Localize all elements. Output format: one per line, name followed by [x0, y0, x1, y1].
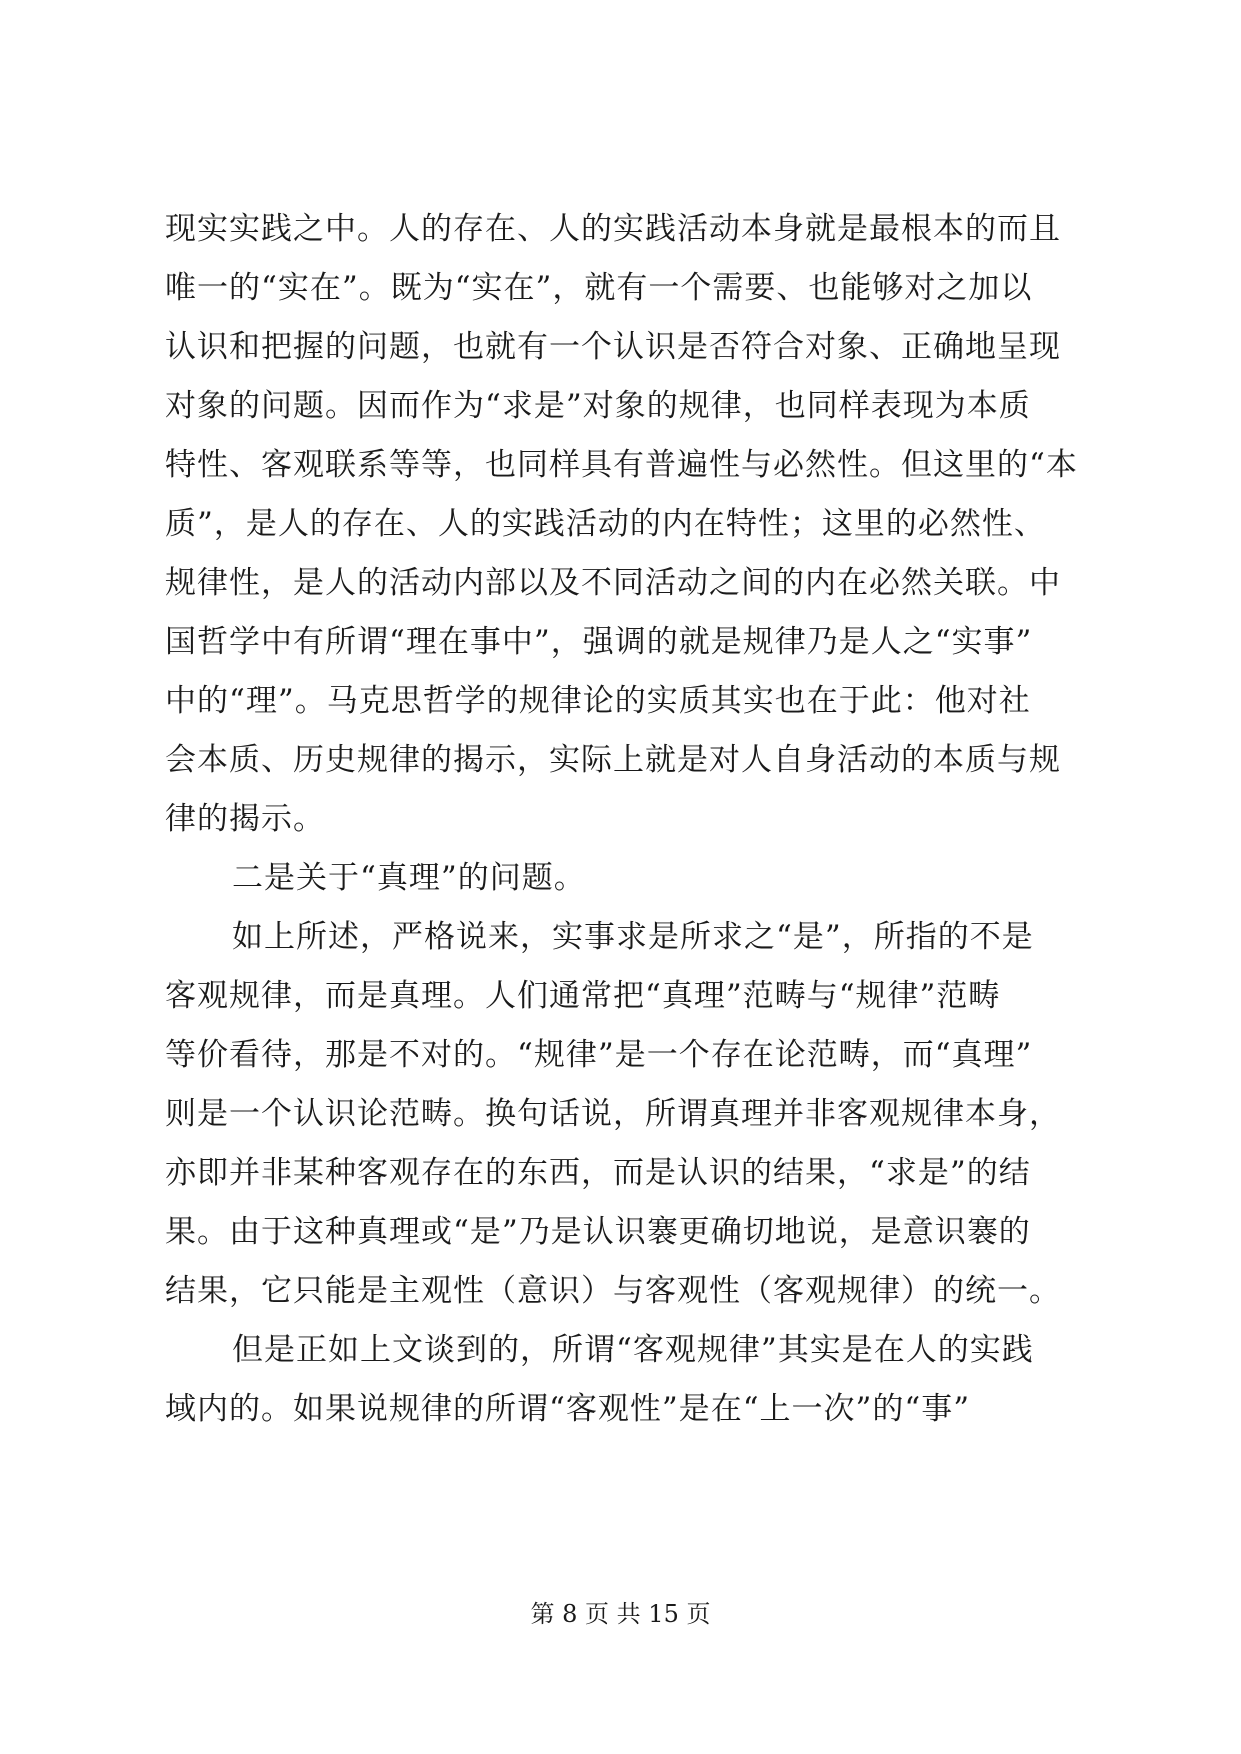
text-line: 域内的。如果说规律的所谓“客观性”是在“上一次”的“事” — [165, 1391, 971, 1427]
text-line: 果。由于这种真理或“是”乃是认识褰更确切地说，是意识褰的 — [165, 1214, 1031, 1250]
text-line: 客观规律，而是真理。人们通常把“真理”范畴与“规律”范畴 — [165, 978, 1001, 1014]
text-line: 亦即并非某种客观存在的东西，而是认识的结果，“求是”的结 — [165, 1155, 1031, 1191]
text-line: 对象的问题。因而作为“求是”对象的规律，也同样表现为本质 — [165, 388, 1031, 424]
section-heading: 二是关于“真理”的问题。 — [232, 860, 586, 896]
text-line: 唯一的“实在”。既为“实在”，就有一个需要、也能够对之加以 — [165, 270, 1033, 306]
text-line: 认识和把握的问题，也就有一个认识是否符合对象、正确地呈现 — [165, 329, 1061, 365]
text-line: 等价看待，那是不对的。“规律”是一个存在论范畴，而“真理” — [165, 1037, 1033, 1073]
text-line: 规律性，是人的活动内部以及不同活动之间的内在必然关联。中 — [165, 565, 1061, 601]
text-line: 律的揭示。 — [165, 801, 325, 837]
text-line: 但是正如上文谈到的，所谓“客观规律”其实是在人的实践 — [232, 1332, 1034, 1368]
text-line: 结果，它只能是主观性（意识）与客观性（客观规律）的统一。 — [165, 1273, 1061, 1309]
text-line: 国哲学中有所谓“理在事中”，强调的就是规律乃是人之“实事” — [165, 624, 1033, 660]
page-number-footer: 第 8 页 共 15 页 — [530, 1600, 711, 1628]
text-line: 会本质、历史规律的揭示，实际上就是对人自身活动的本质与规 — [165, 742, 1061, 778]
text-line: 质”，是人的存在、人的实践活动的内在特性；这里的必然性、 — [165, 506, 1046, 542]
text-line: 如上所述，严格说来，实事求是所求之“是”，所指的不是 — [232, 919, 1034, 955]
text-line: 现实实践之中。人的存在、人的实践活动本身就是最根本的而且 — [165, 211, 1061, 247]
text-line: 中的“理”。马克思哲学的规律论的实质其实也在于此：他对社 — [165, 683, 1031, 719]
text-line: 特性、客观联系等等，也同样具有普遍性与必然性。但这里的“本 — [165, 447, 1078, 483]
text-line: 则是一个认识论范畴。换句话说，所谓真理并非客观规律本身， — [165, 1096, 1061, 1132]
